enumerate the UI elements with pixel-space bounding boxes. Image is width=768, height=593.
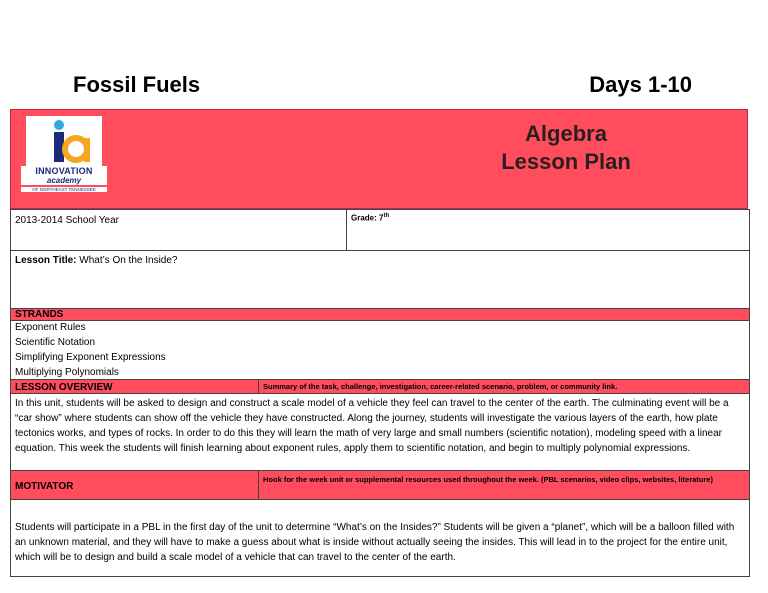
motivator-text: Students will participate in a PBL in the first day of the unit to determine “What’s on the Insides?” Students will be given a “planet”, which will be a balloon filled with an unknown material, and they will have to make a guess about what is inside without actually seeing the insides. This will lead in to the project for the entire unit, which will be to design and build a scale model of a vehicle that can travel to the center of the earth. xyxy=(15,522,735,563)
overview-text: In this unit, students will be asked to design and construct a scale model of a vehicle they feel can travel to the center of the earth. The culminating event will be a “car show” where students can show off the vehicle they have constructed. Along the journey, students will investigate the various layers of the earth, how plate tectonics works, and types of rocks. In order to do this they will learn the math of very large and small numbers (scientific notation), modeling speed with a linear equation. This week the students will finish learning about exponent rules, apply them to scientific notation, and begin to multiply polynomial expressions. xyxy=(15,398,729,454)
innovation-academy-logo xyxy=(26,116,102,192)
overview-heading-row xyxy=(10,379,750,394)
info-row xyxy=(10,209,750,251)
motivator-note: Hook for the week unit or supplemental resources used throughout the week. (PBL scenarios, video clips, websites, literature) xyxy=(263,475,713,484)
header-banner xyxy=(10,109,748,209)
list-item: Exponent Rules xyxy=(15,322,86,333)
strands-heading: STRANDS xyxy=(15,309,64,320)
logo-tagline: OF NORTHEAST TENNESSEE xyxy=(21,187,107,192)
cell-divider xyxy=(346,210,347,250)
logo-sub: academy xyxy=(21,176,107,185)
list-item: Simplifying Exponent Expressions xyxy=(15,352,166,363)
motivator-heading-row xyxy=(10,470,750,500)
cell-divider xyxy=(258,471,259,499)
list-item: Multiplying Polynomials xyxy=(15,367,119,378)
logo-mark-icon xyxy=(26,116,102,166)
logo-name: INNOVATION xyxy=(21,166,107,176)
overview-body-row xyxy=(10,393,750,471)
banner-subject: Algebra xyxy=(525,121,607,146)
school-year: 2013-2014 School Year xyxy=(15,215,119,226)
list-item: Scientific Notation xyxy=(15,337,96,348)
lesson-title: Lesson Title: What’s On the Inside? xyxy=(15,255,178,266)
page-title-topic: Fossil Fuels xyxy=(73,72,201,97)
motivator-heading: MOTIVATOR xyxy=(15,481,74,492)
grade-label: Grade: 7th xyxy=(351,213,390,223)
banner-doc-type: Lesson Plan xyxy=(501,149,631,174)
lesson-title-row xyxy=(10,250,750,309)
motivator-body-row xyxy=(10,499,750,577)
cell-divider xyxy=(258,380,259,393)
strands-list xyxy=(10,320,750,380)
overview-heading: LESSON OVERVIEW xyxy=(15,382,113,393)
page-title-days: Days 1-10 xyxy=(589,72,692,97)
overview-note: Summary of the task, challenge, investigation, career-related scenario, problem, or community link. xyxy=(263,382,618,391)
